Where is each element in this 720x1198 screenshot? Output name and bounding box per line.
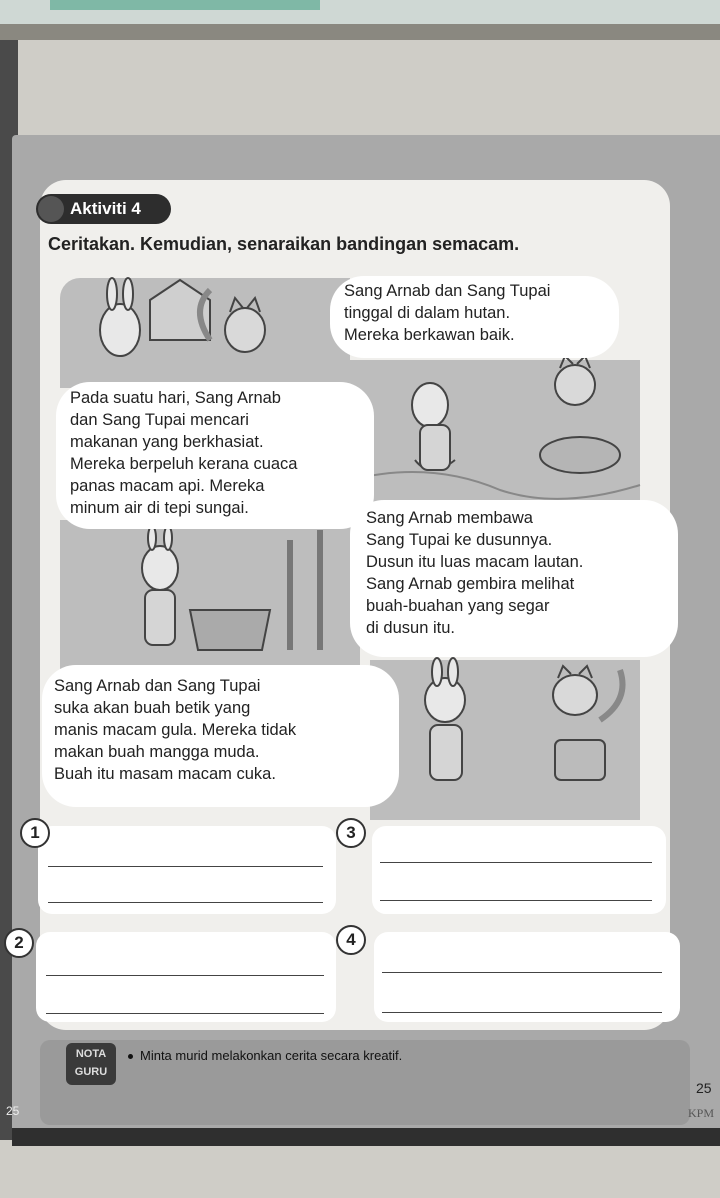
bubble-line: Sang Arnab dan Sang Tupai [54,677,261,695]
answer-line[interactable] [48,866,323,867]
instruction-text: Ceritakan. Kemudian, senaraikan bandingan semacam. [48,234,520,254]
answer-line[interactable] [382,1012,662,1013]
bubble-line: Mereka berpeluh kerana cuaca [70,455,298,473]
orchard-illustration [142,526,320,650]
bubble-line: Sang Arnab gembira melihat [366,575,575,593]
bubble-line: panas macam api. Mereka [70,477,265,495]
bubble-line: manis macam gula. Mereka tidak [54,721,297,739]
bubble-line: suka akan buah betik yang [54,699,251,717]
answer-number-2: 2 [4,928,34,958]
story-bubble-2 [56,382,374,529]
teacher-note-badge: NOTA GURU [66,1043,116,1085]
answer-number-4: 4 [336,925,366,955]
eating-fruit-illustration [425,658,623,780]
bubble-line: Sang Tupai ke dusunnya. [366,531,553,549]
answer-line[interactable] [46,975,324,976]
bubble-line: Buah itu masam macam cuka. [54,765,276,783]
bubble-line: makan buah mangga muda. [54,743,260,761]
activity-label: Aktiviti 4 [70,199,141,218]
bubble-line: minum air di tepi sungai. [70,499,249,517]
bubble-line: Mereka berkawan baik. [344,326,515,344]
publisher-mark: KPM [688,1106,715,1120]
bubble-line: tinggal di dalam hutan. [344,304,511,322]
answer-line[interactable] [380,862,652,863]
bubble-line: Sang Arnab membawa [366,509,533,527]
bubble-line: makanan yang berkhasiat. [70,433,264,451]
answer-box-1 [38,826,336,914]
teacher-note-text: Minta murid melakonkan cerita secara kreatif. [140,1048,403,1063]
answer-line[interactable] [46,1013,324,1014]
answer-number-3: 3 [336,818,366,848]
page-bottom-edge [12,1128,720,1146]
bullet-icon [128,1054,133,1059]
activity-icon [38,196,64,222]
answer-line[interactable] [382,972,662,973]
page-number-right: 25 [696,1080,712,1096]
bubble-line: dan Sang Tupai mencari [70,411,249,429]
answer-line[interactable] [380,900,652,901]
bubble-line: Pada suatu hari, Sang Arnab [70,389,281,407]
rabbit-house-illustration [100,278,265,356]
bubble-line: di dusun itu. [366,619,455,637]
answer-line[interactable] [48,902,323,903]
bubble-line: buah-buahan yang segar [366,597,550,615]
bubble-line: Dusun itu luas macam lautan. [366,553,584,571]
river-drinking-illustration [350,356,640,499]
page-number-left: 25 [6,1104,20,1118]
answer-number-1: 1 [20,818,50,848]
story-bubble-1 [330,276,619,358]
bubble-line: Sang Arnab dan Sang Tupai [344,282,551,300]
story-bubble-3 [350,500,678,657]
story-bubble-4 [42,665,399,807]
answer-box-4 [374,932,680,1022]
answer-box-2 [36,932,336,1022]
